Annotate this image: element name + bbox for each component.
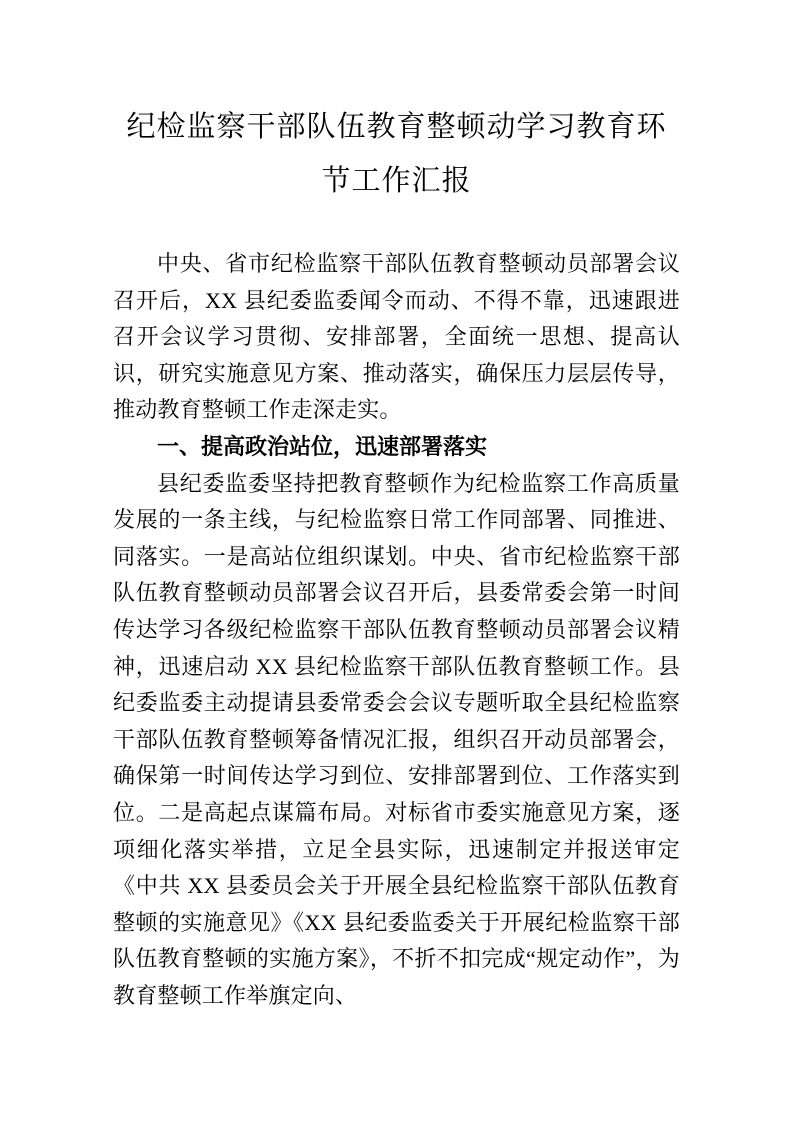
document-body bbox=[113, 246, 680, 1014]
document-title: 纪检监察干部队伍教育整顿动学习教育环节工作汇报 bbox=[126, 111, 667, 197]
paragraph-intro: 中央、省市纪检监察干部队伍教育整顿动员部署会议召开后，XX 县纪委监委闻令而动、不得不靠，迅速跟进召开会议学习贯彻、安排部署，全面统一思想、提高认识，研究实施意见方案、推动落实，确保压力层层传导，推动教育整顿工作走深走实。 bbox=[113, 251, 680, 423]
section-heading-1: 一、提高政治站位，迅速部署落实 bbox=[157, 433, 488, 459]
paragraph-section-1: 县纪委监委坚持把教育整顿作为纪检监察工作高质量发展的一条主线，与纪检监察日常工作同部署、同推进、同落实。一是高站位组织谋划。中央、省市纪检监察干部队伍教育整顿动员部署会议召开后，县委常委会第一时间传达学习各级纪检监察干部队伍教育整顿动员部署会议精神，迅速启动 XX 县纪检监察干部队伍教育整顿工作。县纪委监委主动提请县委常委会会议专题听取全县纪检监察干部队伍教育整顿筹备情况汇报，组织召开动员部署会，确保第一时间传达学习到位、安排部署到位、工作落实到位。二是高起点谋篇布局。对标省市委实施意见方案，逐项细化落实举措，立足全县实际，迅速制定并报送审定《中共 XX 县委员会关于开展全县纪检监察干部队伍教育整顿的实施意见》《XX 县纪委监委关于开展纪检监察干部队伍教育整顿的实施方案》，不折不扣完成“规定动作”，为教育整顿工作举旗定向、 bbox=[113, 470, 680, 1008]
